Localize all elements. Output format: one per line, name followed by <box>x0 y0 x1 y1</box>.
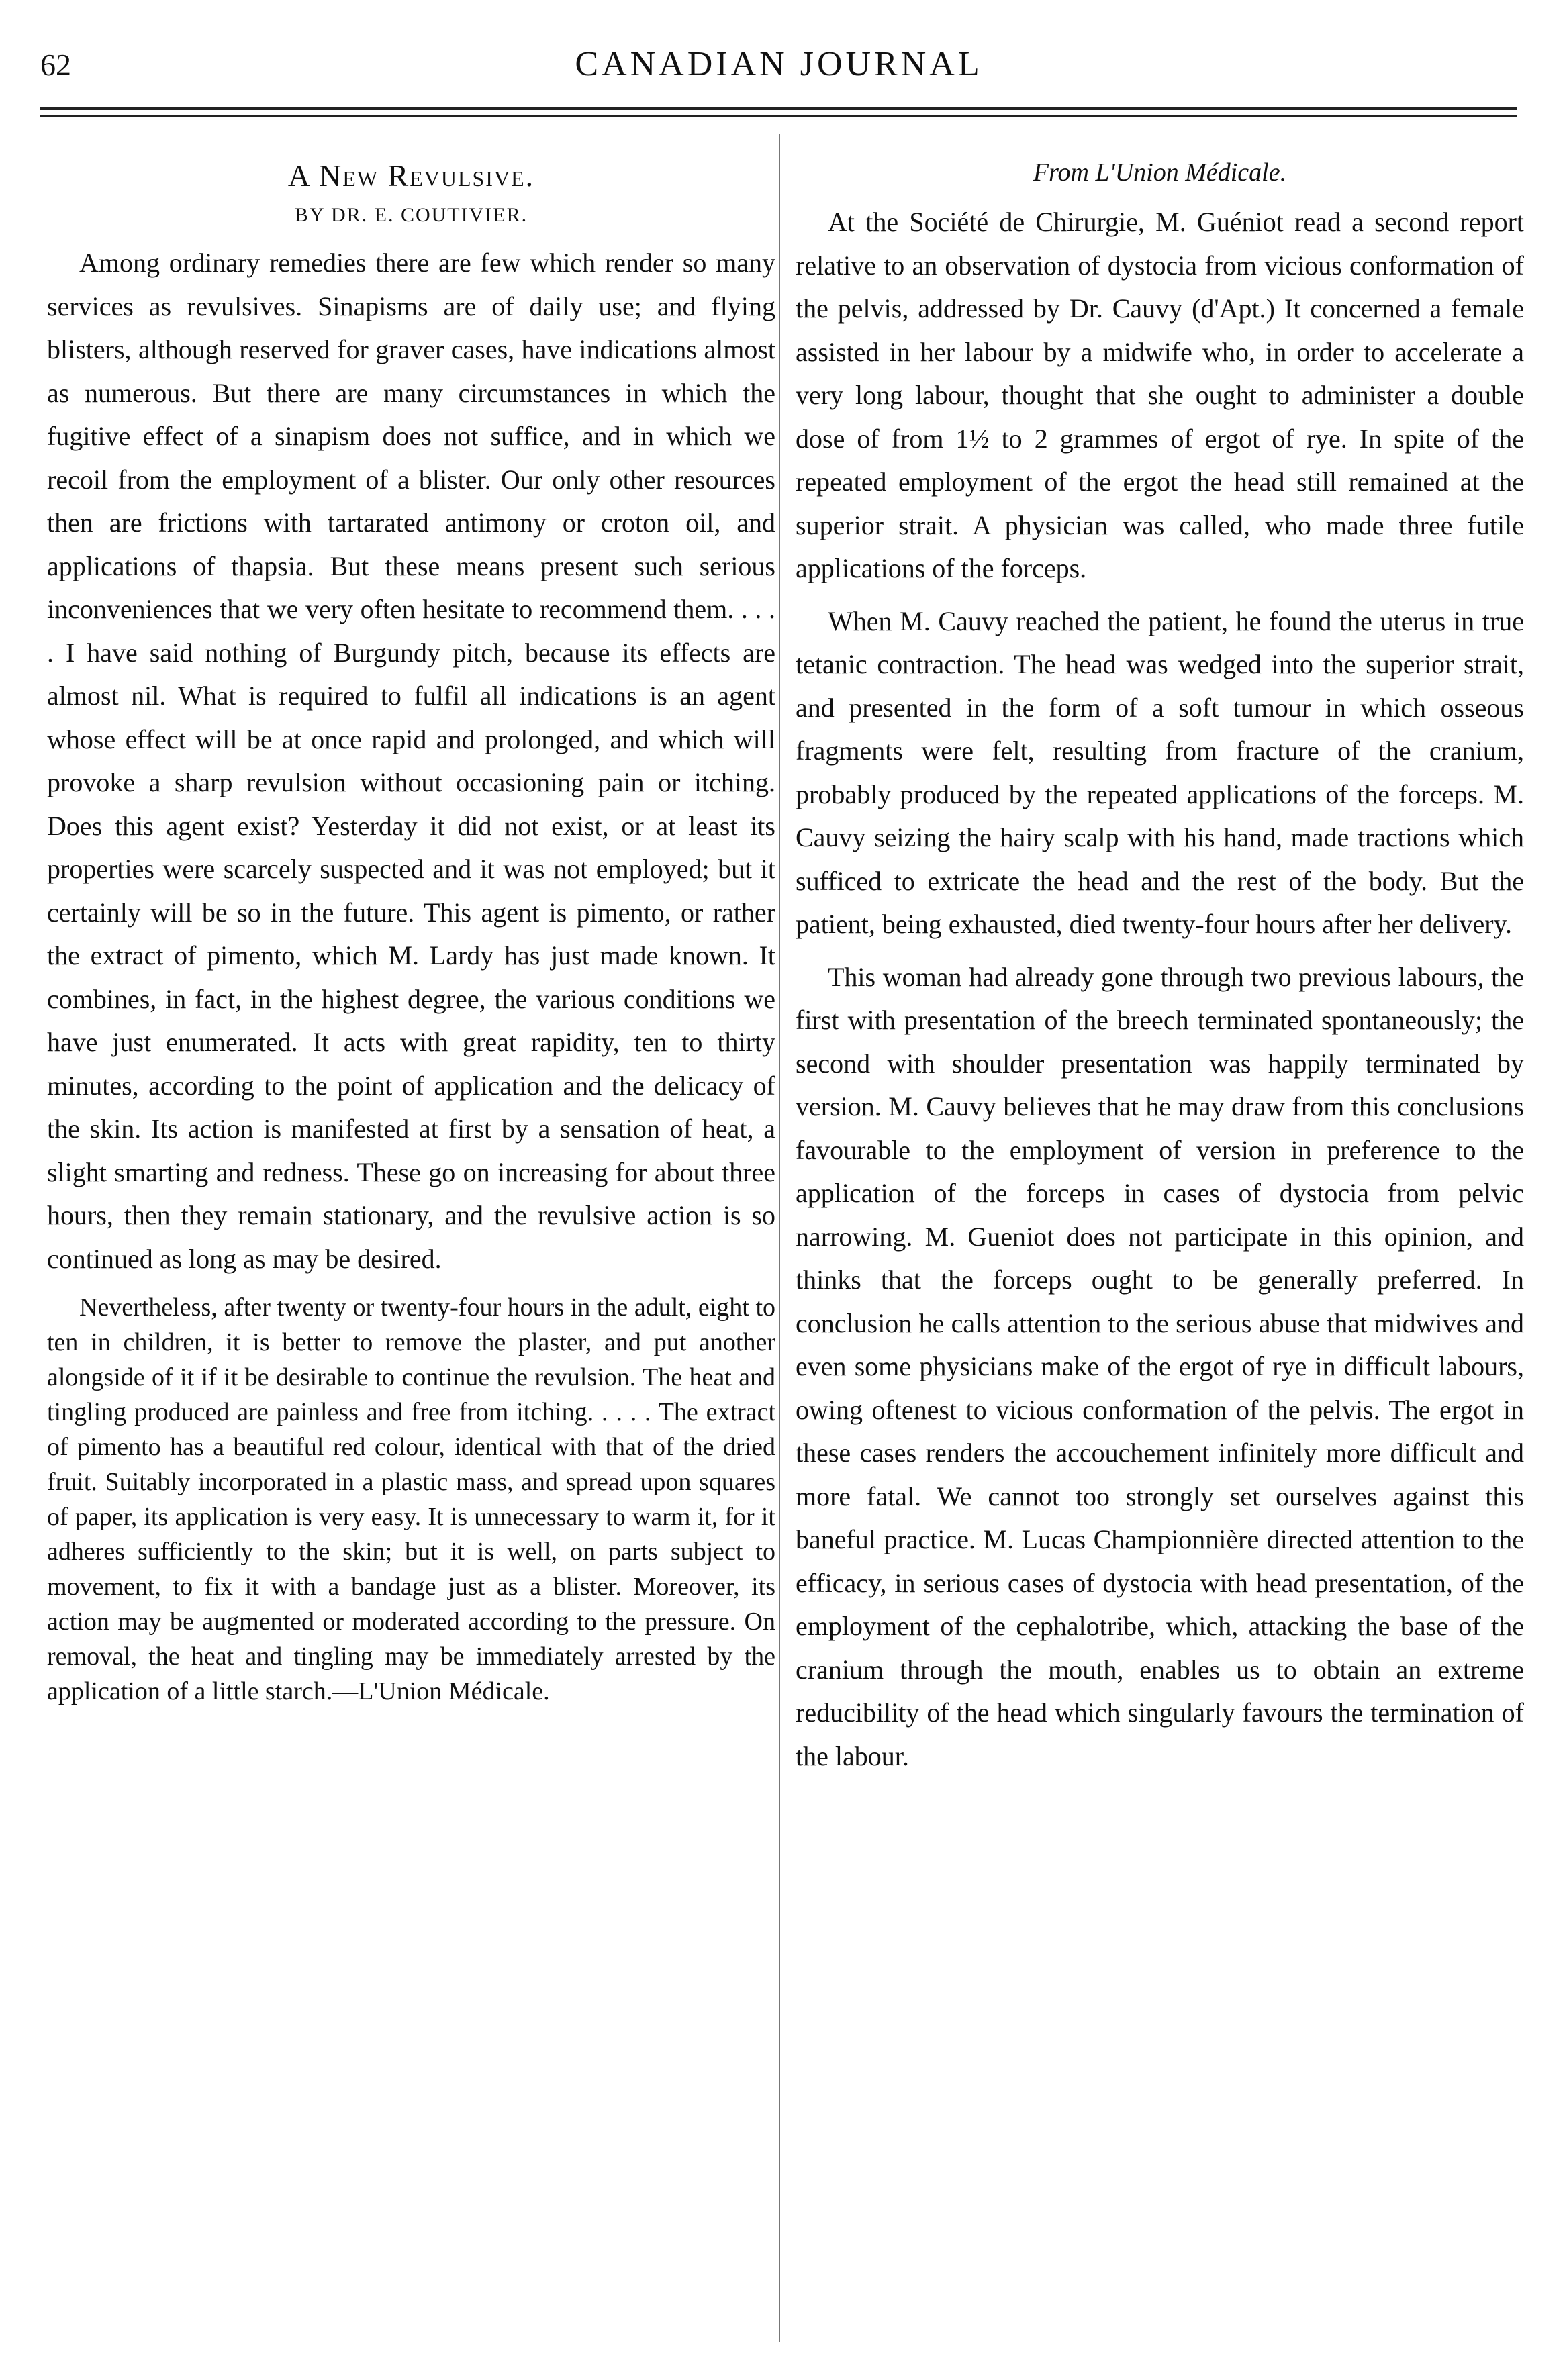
page-header <box>40 27 1517 107</box>
article-title: A New Revulsive. <box>287 158 535 193</box>
article-paragraph: Nevertheless, after twenty or twenty-four hours in the adult, eight to ten in children, it is better to remove the plaster, and put another alongside of it if it be desirable to continue the revulsion. The heat and tingling produced are painless and free from itching. . . . . The extract of pimento has a beautiful red colour, identical with that of the dried fruit. Suitably incorporated in a plastic mass, and spread upon squares of paper, its application is very easy. It is unnecessary to warm it, for it adheres sufficiently to the skin; but it is well, on parts subject to movement, to fix it with a bandage just as a blister. Moreover, its action may be augmented or moderated according to the pressure. On removal, the heat and tingling may be immediately arrested by the application of a little starch.—L'Union Médicale. <box>47 1293 775 1705</box>
article-paragraph: Among ordinary remedies there are few which render so many services as revulsives. Sinapisms are of daily use; and flying blisters, although reserved for graver cases, have indications almost as numerous. But there are many circumstances in which the fugitive effect of a sinapism does not suffice, and in which we recoil from the employment of a blister. Our only other resources then are frictions with tartarated antimony or croton oil, and applications of thapsia. But these means present such serious inconveniences that we very often hesitate to recommend them. . . . . I have said nothing of Burgundy pitch, because its effects are almost nil. What is required to fulfil all indications is an agent whose effect will be at once rapid and prolonged, and which will provoke a sharp revulsion without occasioning pain or itching. Does this agent exist? Yesterday it did not exist, or at least its properties were scarcely suspected and it was not employed; but it certainly will be so in the future. This agent is pimento, or rather the extract of pimento, which M. Lardy has just made known. It combines, in fact, in the highest degree, the various conditions we have just enumerated. It acts with great rapidity, ten to thirty minutes, according to the point of application and the delicacy of the skin. Its action is manifested at first by a sensation of heat, a slight smarting and redness. These go on increasing for about three hours, then they remain stationary, and the revulsive action is so continued as long as may be desired. <box>47 248 775 1274</box>
article-byline: BY DR. E. COUTIVIER. <box>294 204 528 226</box>
left-column <box>47 138 775 2352</box>
source-line: From L'Union Médicale. <box>1033 158 1287 187</box>
header-rule-top <box>40 107 1517 110</box>
article-paragraph: At the Société de Chirurgie, M. Guéniot read a second report relative to an observation of dystocia from vicious conformation of the pelvis, addressed by Dr. Cauvy (d'Apt.) It concerned a female assisted in her labour by a midwife who, in order to accelerate a very long labour, thought that she ought to administer a double dose of from 1½ to 2 grammes of ergot of rye. In spite of the repeated employment of the ergot the head still remained at the superior strait. A physician was called, who made three futile applications of the forceps. <box>796 207 1524 583</box>
header-rule-bottom <box>40 115 1517 117</box>
article-paragraph: This woman had already gone through two previous labours, the first with presentation of the breech terminated spontaneously; the second with shoulder presentation was happily terminated by version. M. Cauvy believes that he may draw from this conclusions favourable to the employment of version in preference to the application of the forceps in cases of dystocia from pelvic narrowing. M. Gueniot does not participate in this opinion, and thinks that the forceps ought to be generally preferred. In conclusion he calls attention to the serious abuse that midwives and even some physicians make of the ergot of rye in difficult labours, owing oftenest to vicious conformation of the pelvis. The ergot in these cases renders the accouchement infinitely more difficult and more fatal. We cannot too strongly set ourselves against this baneful practice. M. Lucas Championnière directed attention to the efficacy, in serious cases of dystocia with head presentation, of the employment of the cephalotribe, which, attacking the base of the cranium through the mouth, enables us to obtain an extreme reducibility of the head which singularly favours the termination of the labour. <box>796 961 1524 1771</box>
page-number: 62 <box>40 48 71 82</box>
column-divider <box>779 134 780 2342</box>
running-head: CANADIAN JOURNAL <box>575 45 983 83</box>
right-column <box>796 138 1524 2352</box>
article-paragraph: When M. Cauvy reached the patient, he found the uterus in true tetanic contraction. The head was wedged into the superior strait, and presented in the form of a soft tumour in which osseous fragments were felt, resulting from fracture of the cranium, probably produced by the repeated applications of the forceps. M. Cauvy seizing the hairy scalp with his hand, made tractions which sufficed to extricate the head and the rest of the body. But the patient, being exhausted, died twenty-four hours after her delivery. <box>796 605 1524 939</box>
